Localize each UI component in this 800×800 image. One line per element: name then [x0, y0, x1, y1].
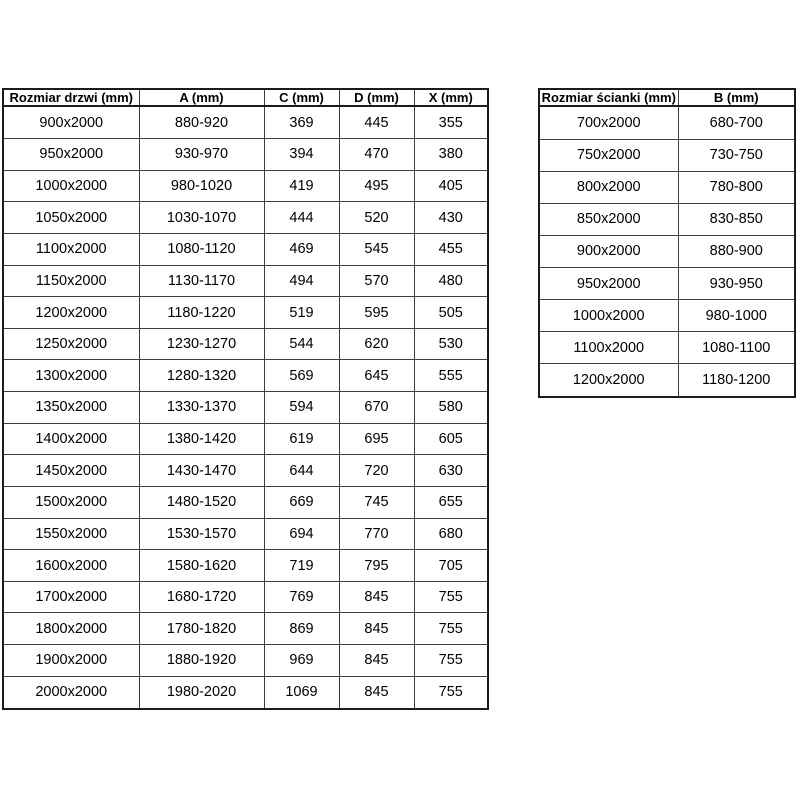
table-cell: 469	[264, 233, 339, 265]
table-row	[3, 423, 488, 455]
table-cell: 930-970	[139, 139, 264, 171]
table-cell: 1500x2000	[3, 486, 139, 518]
table-cell: 670	[339, 392, 414, 424]
table-cell: 1080-1120	[139, 233, 264, 265]
table-cell: 830-850	[678, 203, 795, 235]
table-row	[3, 550, 488, 582]
table-cell: 845	[339, 645, 414, 677]
table-cell: 845	[339, 581, 414, 613]
table-cell: 419	[264, 170, 339, 202]
column-header: Rozmiar drzwi (mm)	[3, 89, 139, 106]
table-cell: 544	[264, 328, 339, 360]
table-cell: 755	[414, 581, 488, 613]
table-cell: 745	[339, 486, 414, 518]
table-cell: 355	[414, 106, 488, 139]
table-cell: 1800x2000	[3, 613, 139, 645]
header-row	[3, 89, 488, 106]
table-cell: 880-920	[139, 106, 264, 139]
table-cell: 594	[264, 392, 339, 424]
table-cell: 555	[414, 360, 488, 392]
table-row	[539, 364, 795, 397]
table-cell: 900x2000	[3, 106, 139, 139]
table-cell: 1100x2000	[3, 233, 139, 265]
table-cell: 480	[414, 265, 488, 297]
table-cell: 580	[414, 392, 488, 424]
table-cell: 1250x2000	[3, 328, 139, 360]
table-cell: 1300x2000	[3, 360, 139, 392]
table-cell: 645	[339, 360, 414, 392]
table-cell: 1380-1420	[139, 423, 264, 455]
table-row	[3, 392, 488, 424]
table-cell: 1430-1470	[139, 455, 264, 487]
table-cell: 1480-1520	[139, 486, 264, 518]
column-header: D (mm)	[339, 89, 414, 106]
table-cell: 900x2000	[539, 235, 678, 267]
table-row	[3, 297, 488, 329]
column-header: Rozmiar ścianki (mm)	[539, 89, 678, 106]
table-cell: 800x2000	[539, 171, 678, 203]
table-cell: 694	[264, 518, 339, 550]
table-cell: 700x2000	[539, 106, 678, 139]
table-cell: 1600x2000	[3, 550, 139, 582]
table-row	[3, 139, 488, 171]
header-row	[539, 89, 795, 106]
table-cell: 755	[414, 676, 488, 709]
table-cell: 780-800	[678, 171, 795, 203]
table-cell: 1180-1200	[678, 364, 795, 397]
table-cell: 1530-1570	[139, 518, 264, 550]
table-row	[3, 455, 488, 487]
table-cell: 1550x2000	[3, 518, 139, 550]
table-row	[3, 170, 488, 202]
table-cell: 1980-2020	[139, 676, 264, 709]
table-cell: 605	[414, 423, 488, 455]
column-header: B (mm)	[678, 89, 795, 106]
table-row	[539, 268, 795, 300]
table-cell: 1230-1270	[139, 328, 264, 360]
table-row	[539, 139, 795, 171]
table-row	[3, 676, 488, 709]
table-cell: 1580-1620	[139, 550, 264, 582]
table-cell: 455	[414, 233, 488, 265]
table-cell: 730-750	[678, 139, 795, 171]
table-cell: 750x2000	[539, 139, 678, 171]
wall-size-table	[538, 88, 796, 398]
table-cell: 530	[414, 328, 488, 360]
table-cell: 950x2000	[3, 139, 139, 171]
table-cell: 1280-1320	[139, 360, 264, 392]
table-cell: 669	[264, 486, 339, 518]
table-cell: 1180-1220	[139, 297, 264, 329]
column-header: C (mm)	[264, 89, 339, 106]
table-cell: 1050x2000	[3, 202, 139, 234]
table-cell: 950x2000	[539, 268, 678, 300]
table-cell: 595	[339, 297, 414, 329]
table-row	[3, 645, 488, 677]
table-cell: 845	[339, 676, 414, 709]
table-cell: 1069	[264, 676, 339, 709]
table-cell: 845	[339, 613, 414, 645]
table-cell: 850x2000	[539, 203, 678, 235]
table-row	[3, 518, 488, 550]
table-cell: 719	[264, 550, 339, 582]
table-cell: 1400x2000	[3, 423, 139, 455]
table-row	[539, 106, 795, 139]
table-cell: 405	[414, 170, 488, 202]
table-cell: 1080-1100	[678, 332, 795, 364]
table-cell: 1680-1720	[139, 581, 264, 613]
table-cell: 1450x2000	[3, 455, 139, 487]
table-cell: 380	[414, 139, 488, 171]
table-cell: 430	[414, 202, 488, 234]
table-row	[3, 581, 488, 613]
table-cell: 1000x2000	[539, 300, 678, 332]
table-cell: 770	[339, 518, 414, 550]
table-cell: 1200x2000	[3, 297, 139, 329]
table-cell: 569	[264, 360, 339, 392]
table-row	[3, 328, 488, 360]
table-cell: 1030-1070	[139, 202, 264, 234]
table-cell: 980-1020	[139, 170, 264, 202]
table-cell: 444	[264, 202, 339, 234]
column-header: X (mm)	[414, 89, 488, 106]
table-cell: 470	[339, 139, 414, 171]
table-cell: 1200x2000	[539, 364, 678, 397]
table-cell: 1000x2000	[3, 170, 139, 202]
table-cell: 369	[264, 106, 339, 139]
table-cell: 795	[339, 550, 414, 582]
table-cell: 755	[414, 645, 488, 677]
table-cell: 869	[264, 613, 339, 645]
table-row	[3, 202, 488, 234]
table-cell: 505	[414, 297, 488, 329]
table-cell: 545	[339, 233, 414, 265]
table-cell: 495	[339, 170, 414, 202]
table-cell: 1150x2000	[3, 265, 139, 297]
table-cell: 1780-1820	[139, 613, 264, 645]
table-cell: 519	[264, 297, 339, 329]
table-cell: 570	[339, 265, 414, 297]
table-cell: 980-1000	[678, 300, 795, 332]
table-cell: 655	[414, 486, 488, 518]
table-row	[539, 300, 795, 332]
door-size-table	[2, 88, 489, 710]
table-cell: 445	[339, 106, 414, 139]
table-row	[539, 235, 795, 267]
table-cell: 620	[339, 328, 414, 360]
table-cell: 969	[264, 645, 339, 677]
table-row	[3, 106, 488, 139]
table-cell: 494	[264, 265, 339, 297]
table-cell: 394	[264, 139, 339, 171]
table-row	[539, 332, 795, 364]
table-cell: 1900x2000	[3, 645, 139, 677]
table-cell: 680	[414, 518, 488, 550]
table-cell: 1350x2000	[3, 392, 139, 424]
table-row	[539, 171, 795, 203]
table-row	[3, 233, 488, 265]
table-cell: 720	[339, 455, 414, 487]
table-cell: 930-950	[678, 268, 795, 300]
table-row	[3, 265, 488, 297]
table-row	[3, 486, 488, 518]
table-cell: 755	[414, 613, 488, 645]
table-cell: 680-700	[678, 106, 795, 139]
table-cell: 630	[414, 455, 488, 487]
table-cell: 2000x2000	[3, 676, 139, 709]
table-cell: 520	[339, 202, 414, 234]
table-row	[539, 203, 795, 235]
table-row	[3, 360, 488, 392]
table-cell: 695	[339, 423, 414, 455]
table-cell: 1100x2000	[539, 332, 678, 364]
table-cell: 1330-1370	[139, 392, 264, 424]
table-cell: 880-900	[678, 235, 795, 267]
table-cell: 705	[414, 550, 488, 582]
table-cell: 1700x2000	[3, 581, 139, 613]
table-row	[3, 613, 488, 645]
table-cell: 1880-1920	[139, 645, 264, 677]
table-cell: 644	[264, 455, 339, 487]
table-cell: 619	[264, 423, 339, 455]
table-cell: 1130-1170	[139, 265, 264, 297]
table-cell: 769	[264, 581, 339, 613]
column-header: A (mm)	[139, 89, 264, 106]
